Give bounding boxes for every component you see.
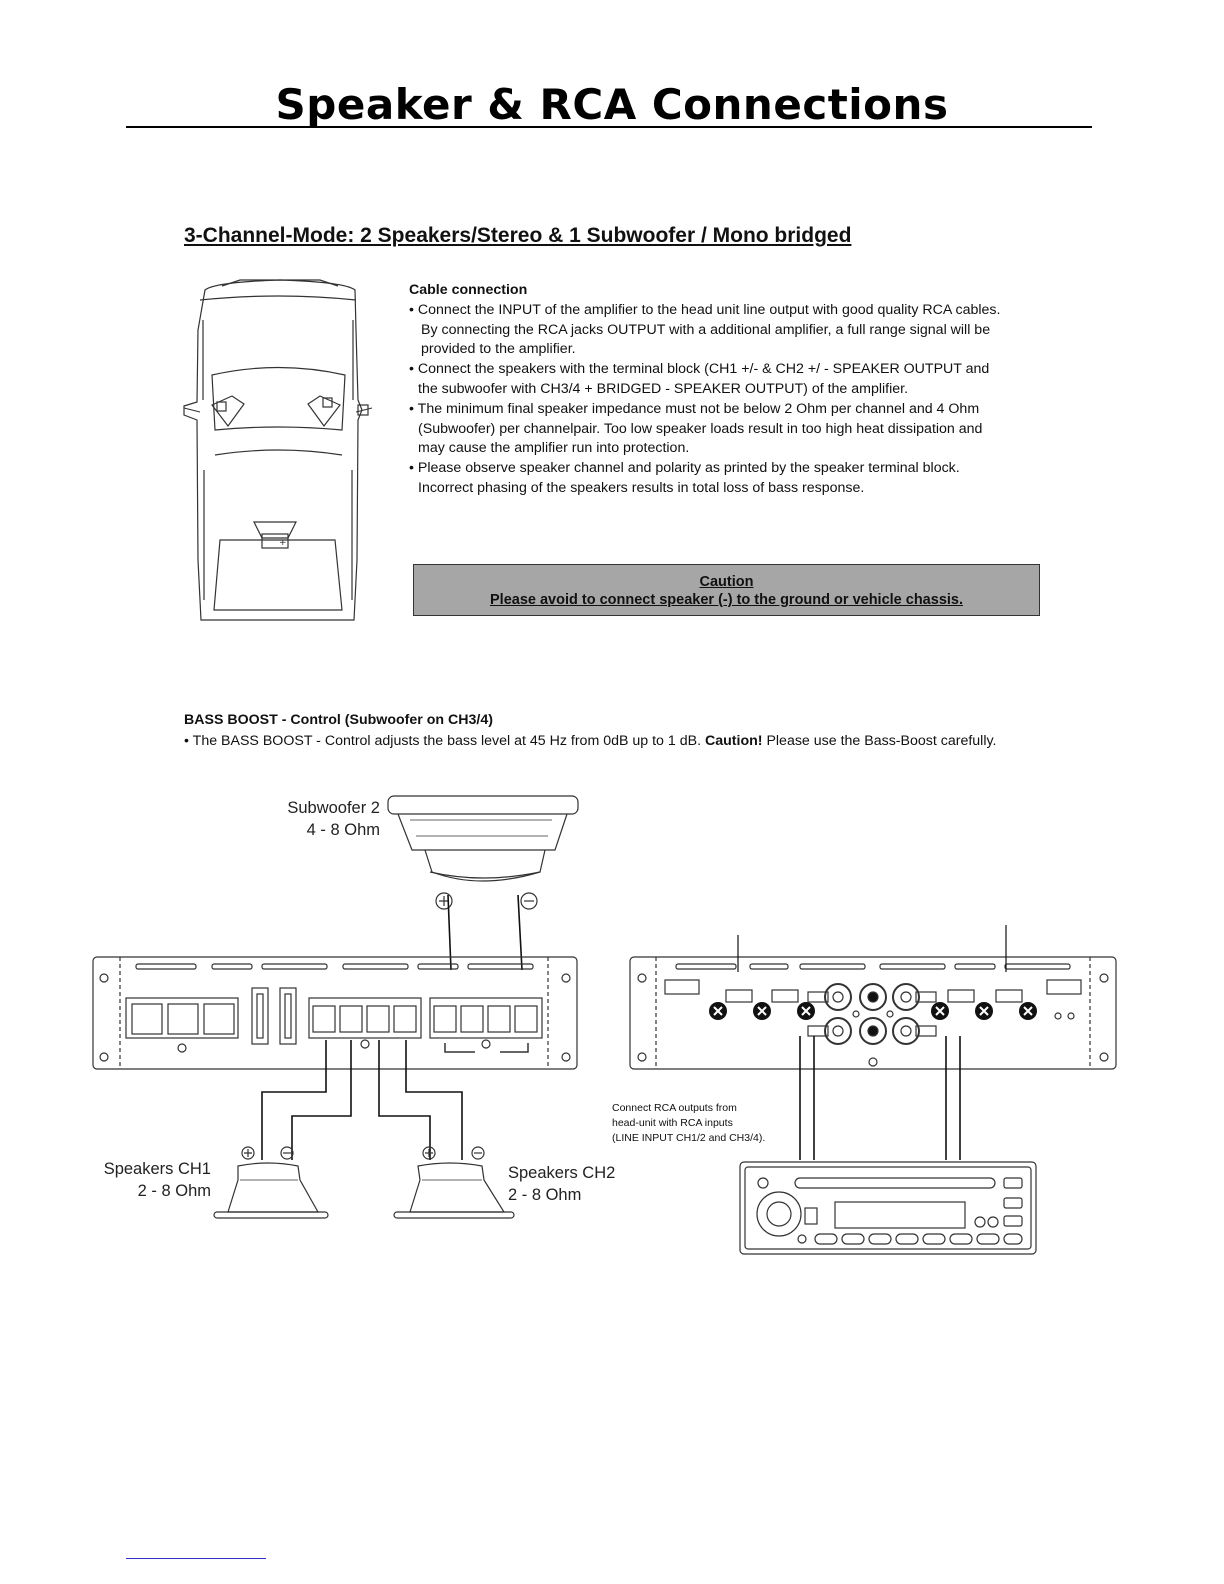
cable-line: • Connect the INPUT of the amplifier to the head unit line output with good quality RCA cables.: [409, 301, 1001, 318]
speaker-icon-front-right: [308, 396, 340, 426]
svg-text:+: +: [279, 538, 287, 548]
cable-line: may cause the amplifier run into protection.: [418, 440, 690, 457]
caution-title: Caution: [699, 574, 754, 590]
cable-connection-heading: Cable connection: [409, 282, 528, 298]
subwoofer-name: Subwoofer 2: [287, 799, 380, 817]
section-heading: 3-Channel-Mode: 2 Speakers/Stereo & 1 Subwoofer / Mono bridged: [184, 224, 852, 247]
car-outline: [184, 280, 372, 620]
cable-line: • Connect the speakers with the terminal block (CH1 +/- & CH2 +/ - SPEAKER OUTPUT and: [409, 361, 990, 378]
subwoofer-icon-rear: [254, 522, 296, 548]
speaker-ch2-drawing: [394, 1147, 514, 1218]
cable-line: (Subwoofer) per channelpair. Too low speaker loads result in too high heat dissipation and: [418, 420, 983, 437]
caution-text: Please avoid to connect speaker (-) to the ground or vehicle chassis.: [490, 592, 963, 608]
cable-line: the subwoofer with CH3/4 + BRIDGED - SPEAKER OUTPUT) of the amplifier.: [418, 380, 909, 397]
ch2-name: Speakers CH2: [508, 1164, 616, 1182]
subwoofer-ohm: 4 - 8 Ohm: [306, 821, 380, 839]
ch2-ohm: 2 - 8 Ohm: [508, 1186, 582, 1204]
rca-note-line: Connect RCA outputs from: [612, 1102, 737, 1114]
cable-line: Incorrect phasing of the speakers results in total loss of bass response.: [418, 479, 865, 496]
rca-note-line: (LINE INPUT CH1/2 and CH3/4).: [612, 1132, 766, 1144]
cable-line: By connecting the RCA jacks OUTPUT with a additional amplifier, a full range signal will be: [421, 321, 991, 338]
page-title: Speaker & RCA Connections: [275, 80, 949, 129]
ch1-ohm: 2 - 8 Ohm: [137, 1182, 211, 1200]
cable-line: • Please observe speaker channel and polarity as printed by the speaker terminal block.: [409, 460, 960, 477]
speaker-icon-front-left: [212, 396, 244, 426]
head-unit: [740, 1162, 1036, 1254]
bass-boost-text-end: Please use the Bass-Boost carefully.: [762, 733, 997, 749]
bass-boost-heading: BASS BOOST - Control (Subwoofer on CH3/4): [184, 712, 493, 728]
cable-line: • The minimum final speaker impedance must not be below 2 Ohm per channel and 4 Ohm: [409, 400, 980, 417]
rca-note-line: head-unit with RCA inputs: [612, 1117, 733, 1129]
bass-boost-text-start: • The BASS BOOST - Control adjusts the bass level at 45 Hz from 0dB up to 1 dB.: [184, 733, 705, 749]
amplifier-right: [630, 957, 1116, 1069]
amplifier-left: [93, 957, 577, 1069]
speaker-wires: [262, 1040, 462, 1160]
rca-cables: [800, 1036, 960, 1160]
ch1-name: Speakers CH1: [103, 1160, 211, 1178]
bass-boost-caution: Caution!: [704, 733, 763, 749]
subwoofer-drawing: [388, 796, 578, 909]
cable-line: provided to the amplifier.: [421, 341, 576, 358]
speaker-ch1-drawing: [214, 1147, 328, 1218]
